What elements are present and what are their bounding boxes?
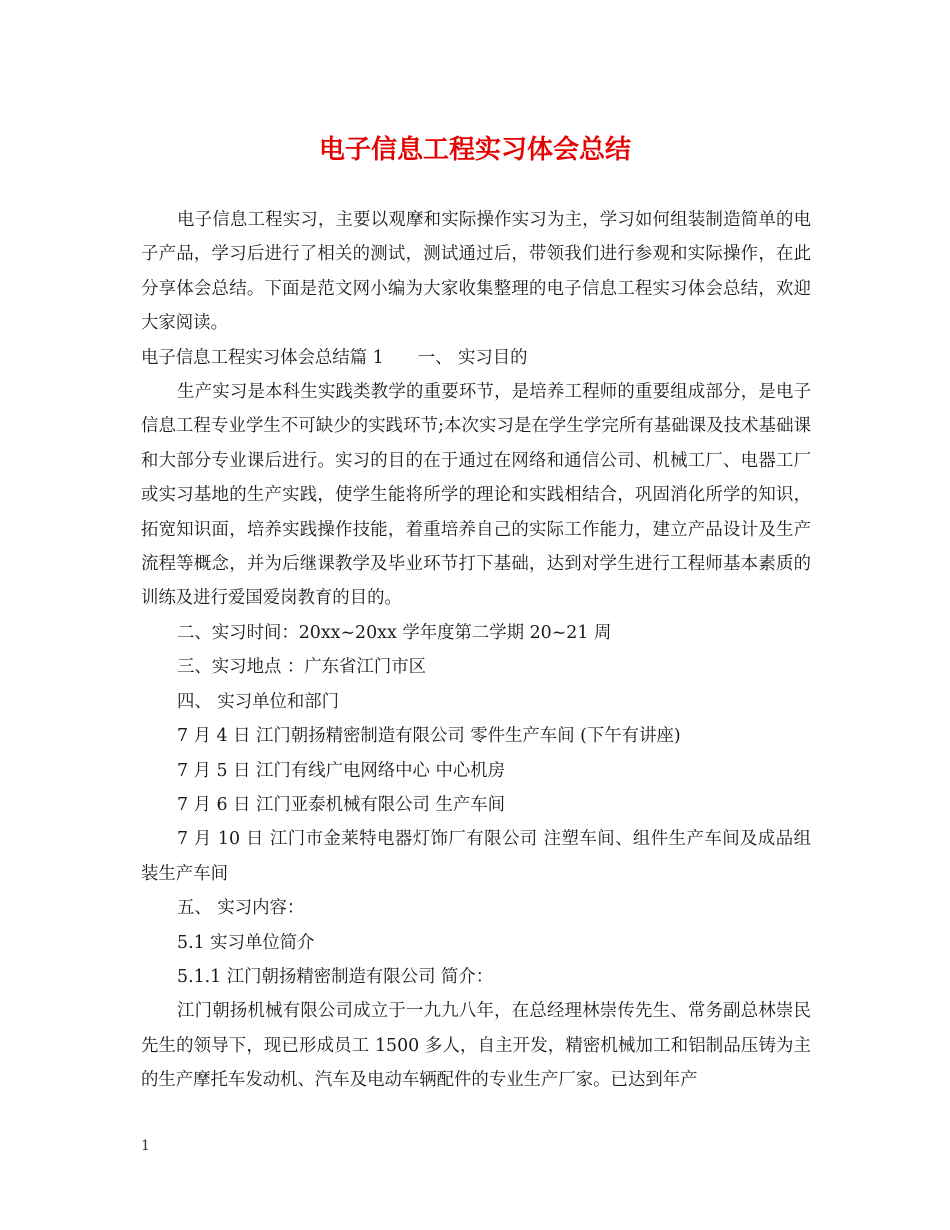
content-heading: 五、 实习内容： [177,898,305,919]
page-number: 1 [141,1138,150,1154]
section-heading [141,341,811,375]
document-title: 电子信息工程实习体会总结 [318,135,631,165]
unit-item: 7 月 6 日 江门亚泰机械有限公司 生产车间 [177,794,506,815]
time-line: 二、实习时间：20xx~20xx 学年度第二学期 20~21 周 [177,622,612,643]
subheading-5-1-1: 5.1.1 江门朝扬精密制造有限公司 简介： [177,966,494,987]
unit-item: 7 月 5 日 江门有线广电网络中心 中心机房 [177,760,506,781]
purpose-paragraph: 生产实习是本科生实践类教学的重要环节，是培养工程师的重要组成部分，是电子信息工程专业学生不可缺少的实践环节;本次实习是在学生学完所有基础课及技术基础课和大部分专业课后进行。实习的目的在于通过在网络和通信公司、机械工厂、电器工厂或实习基地的生产实践，使学生能将所学的理论和实践相结合，巩固消化所学的知识，拓宽知识面，培养实践操作技能，着重培养自己的实际工作能力，建立产品设计及生产流程等概念，并为后继课教学及毕业环节打下基础，达到对学生进行工程师基本素质的训练及进行爱国爱岗教育的目的。 [141,382,811,609]
units-heading: 四、 实习单位和部门 [177,691,340,712]
company-intro-paragraph: 江门朝扬机械有限公司成立于一九九八年，在总经理林崇传先生、常务副总林崇民先生的领导下，现已形成员工 1500 多人，自主开发，精密机械加工和铝制品压铸为主的生产摩托车发动机、汽车及电动车辆配件的专业生产厂家。已达到年产 [141,1001,811,1091]
section-heading-part1: 电子信息工程实习体会总结篇 1 [141,347,384,368]
unit-item: 7 月 4 日 江门朝扬精密制造有限公司 零件生产车间 (下午有讲座) [177,726,681,747]
document-body [141,203,811,1098]
place-line: 三、实习地点 ：广东省江门市区 [177,657,426,678]
section-heading-part2: 一、 实习目的 [417,347,528,368]
unit-item: 7 月 10 日 江门市金莱特电器灯饰厂有限公司 注塑车间、组件生产车间及成品组装生产车间 [141,829,811,884]
intro-paragraph: 电子信息工程实习，主要以观摩和实际操作实习为主，学习如何组装制造简单的电子产品，学习后进行了相关的测试，测试通过后，带领我们进行参观和实际操作，在此分享体会总结。下面是范文网小编为大家收集整理的电子信息工程实习体会总结，欢迎大家阅读。 [141,210,811,334]
subheading-5-1: 5.1 实习单位简介 [177,932,315,953]
